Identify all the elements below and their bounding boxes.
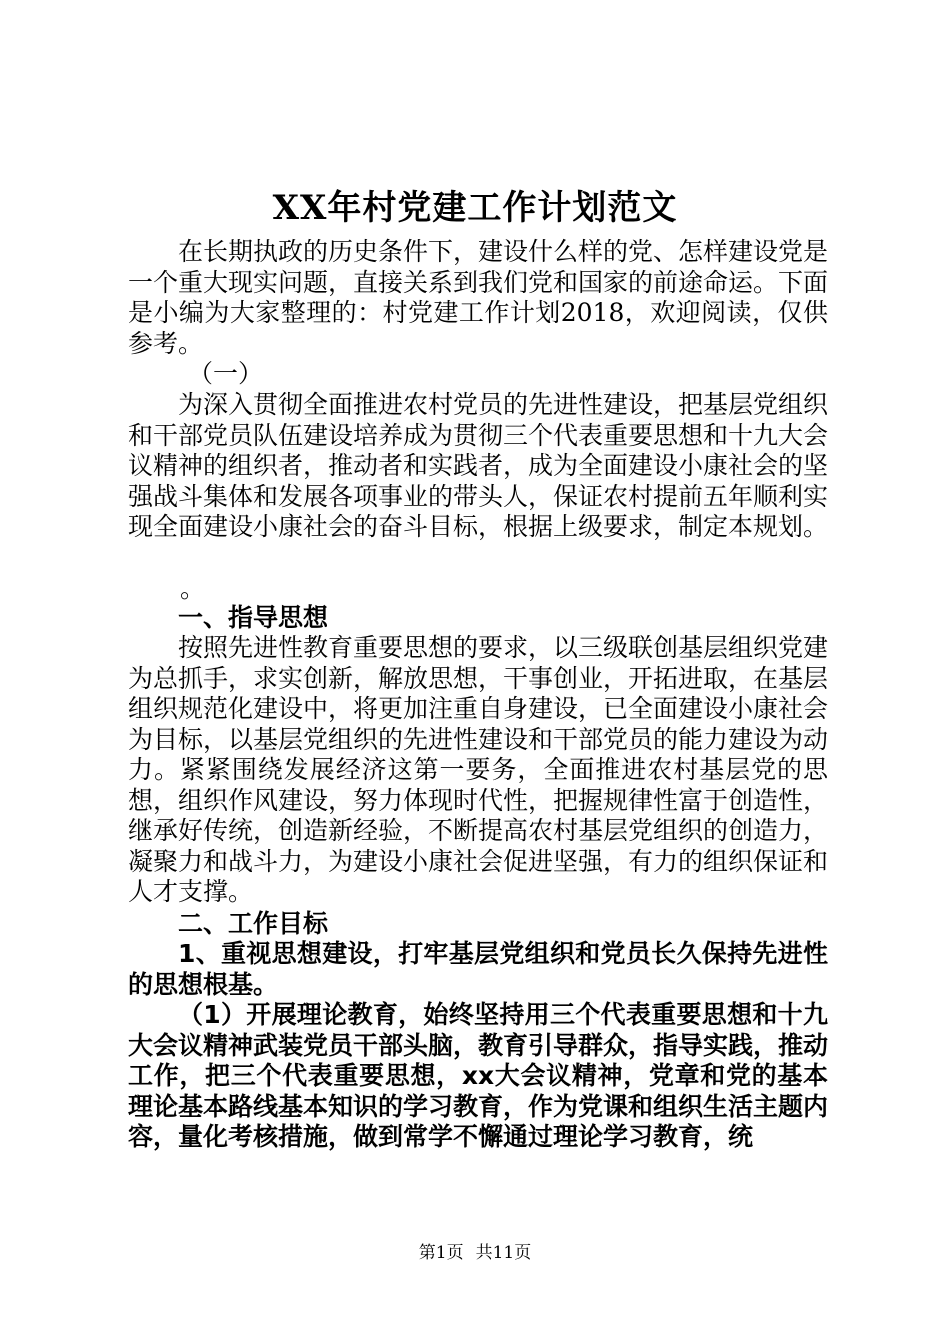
guiding-paragraph: 按照先进性教育重要思想的要求，以三级联创基层组织党建为总抓手，求实创新，解放思想，干事创业，开拓进取，在基层组织规范化建设中，将更加注重自身建设，已全面建设小康社会为目标，以基层党组织的先进性建设和干部党员的能力建设为动力。紧紧围绕发展经济这第一要务，全面推进农村基层党的思想，组织作风建设，努力体现时代性，把握规律性富于创造性，继承好传统，创造新经验，不断提高农村基层党组织的创造力，凝聚力和战斗力，为建设小康社会促进坚强，有力的组织保证和人才支撑。 <box>128 633 829 906</box>
goal-1-sub-paragraph: （1）开展理论教育，始终坚持用三个代表重要思想和十九大会议精神武装党员干部头脑，教育引导群众，指导实践，推动工作，把三个代表重要思想，xx大会议精神，党章和党的基本理论基本路线基本知识的学习教育，作为党课和组织生活主题内容，量化考核措施，做到常学不懈通过理论学习教育，统 <box>128 1000 829 1151</box>
section-paragraph: 为深入贯彻全面推进农村党员的先进性建设，把基层党组织和干部党员队伍建设培养成为贯彻三个代表重要思想和十九大会议精神的组织者，推动者和实践者，成为全面建设小康社会的坚强战斗集体和发展各项事业的带头人，保证农村提前五年顺利实现全面建设小康社会的奋斗目标，根据上级要求，制定本规划。 <box>128 390 829 541</box>
page-total: 共11页 <box>475 1243 532 1263</box>
goal-1-paragraph: 1、重视思想建设，打牢基层党组织和党员长久保持先进性的思想根基。 <box>128 939 828 999</box>
document-title: XX年村党建工作计划范文 <box>272 188 678 228</box>
page-number: 第1页 <box>418 1243 464 1263</box>
heading-work-goals: 二、工作目标 <box>178 909 329 938</box>
section-marker: （一） <box>188 359 264 388</box>
page-footer <box>0 1242 950 1264</box>
stray-mark: 。 <box>180 574 206 603</box>
heading-guiding-thought: 一、指导思想 <box>178 603 329 632</box>
intro-paragraph: 在长期执政的历史条件下，建设什么样的党、怎样建设党是一个重大现实问题，直接关系到我们党和国家的前途命运。下面是小编为大家整理的：村党建工作计划2018，欢迎阅读，仅供参考。 <box>128 237 829 358</box>
